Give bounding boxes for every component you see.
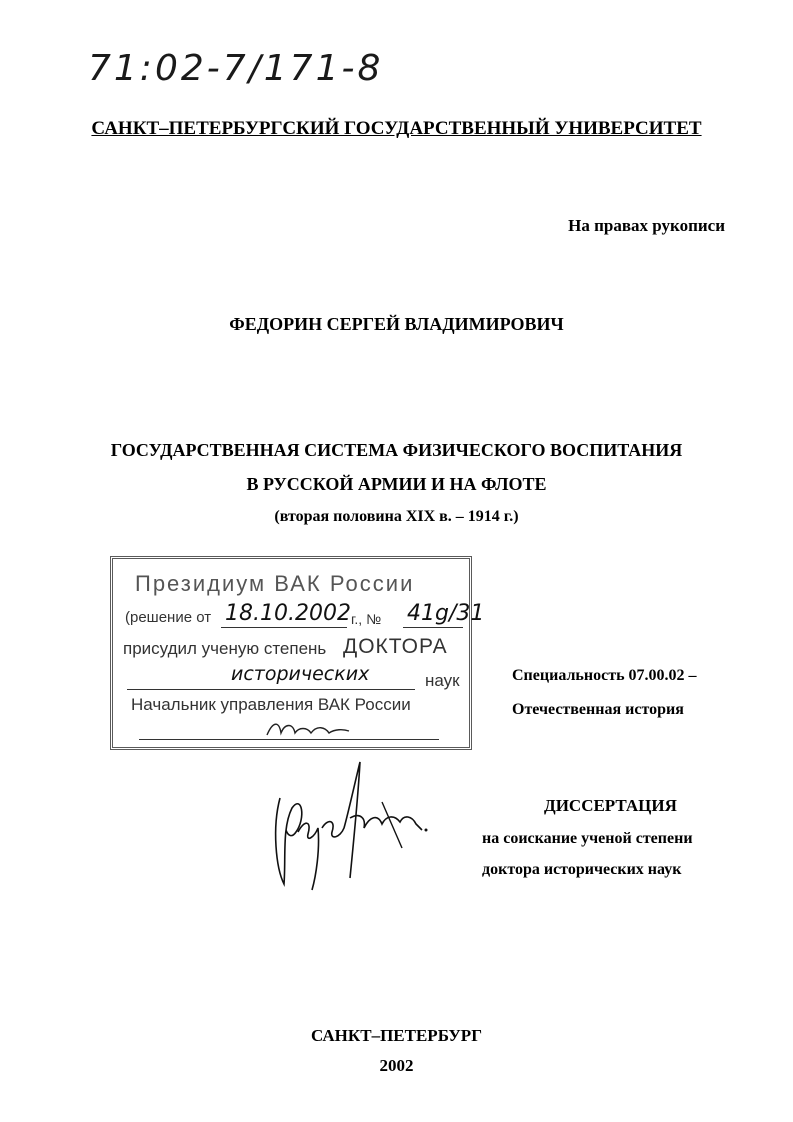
stamp-head-title: Начальник управления ВАК России (131, 695, 411, 714)
stamp-decision-number: 41g/31 (407, 601, 485, 626)
stamp-awarded-text: присудил ученую степень (123, 639, 327, 658)
dissertation-field-line: доктора исторических наук (482, 861, 682, 878)
year: 2002 (379, 1056, 414, 1075)
stamp-field: исторических (231, 663, 370, 685)
stamp-sciences: наук (425, 671, 460, 690)
dissertation-degree-line: на соискание ученой степени (482, 830, 693, 847)
university-name: САНКТ–ПЕТЕРБУРГСКИЙ ГОСУДАРСТВЕННЫЙ УНИВЕРСИТЕТ (91, 118, 702, 139)
city: САНКТ–ПЕТЕРБУРГ (310, 1026, 483, 1045)
stamp-date-underline (221, 627, 347, 628)
stamp-field-underline (127, 689, 415, 690)
author-signature (262, 758, 432, 898)
title-line-2: В РУССКОЙ АРМИИ И НА ФЛОТЕ (246, 474, 547, 494)
stamp-header: Президиум ВАК России (135, 571, 415, 596)
dissertation-heading: ДИССЕРТАЦИЯ (544, 796, 677, 815)
stamp-decision-date: 18.10.2002 (225, 601, 351, 626)
specialty-name: Отечественная история (512, 701, 684, 718)
archive-number: 71:02-7/171-8 (88, 48, 384, 89)
manuscript-rights-label: На правах рукописи (568, 216, 725, 235)
vak-stamp (110, 556, 485, 750)
title-line-1: ГОСУДАРСТВЕННАЯ СИСТЕМА ФИЗИЧЕСКОГО ВОСПИТАНИЯ (110, 440, 683, 460)
author-name: ФЕДОРИН СЕРГЕЙ ВЛАДИМИРОВИЧ (229, 314, 564, 334)
stamp-signature-mark (263, 717, 353, 743)
stamp-degree: ДОКТОРА (343, 635, 448, 658)
stamp-year-suffix: г., № (351, 611, 382, 627)
title-period: (вторая половина XIX в. – 1914 г.) (274, 508, 519, 525)
stamp-decision-prefix: (решение от (125, 609, 212, 626)
stamp-number-underline (403, 627, 463, 628)
specialty-code: Специальность 07.00.02 – (512, 667, 697, 684)
